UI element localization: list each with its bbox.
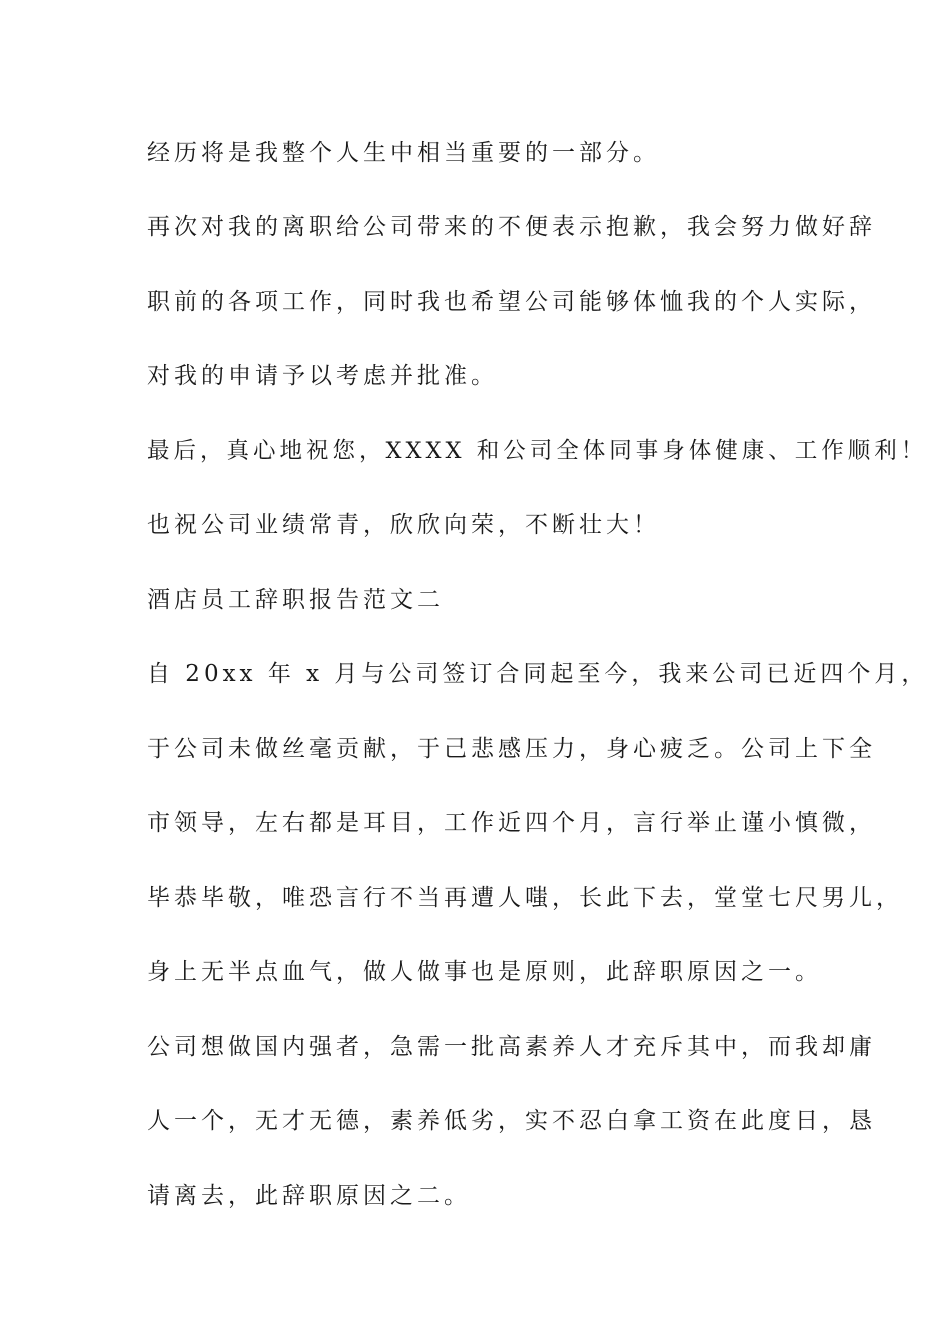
paragraph-line: 请离去，此辞职原因之二。	[147, 1183, 471, 1209]
paragraph-line: 毕恭毕敬，唯恐言行不当再遭人嗤，长此下去，堂堂七尺男儿，	[147, 885, 903, 911]
paragraph-line: 对我的申请予以考虑并批准。	[147, 363, 498, 389]
paragraph-line: 最后，真心地祝您，XXXX 和公司全体同事身体健康、工作顺利！	[147, 438, 928, 464]
paragraph-line: 也祝公司业绩常青，欣欣向荣，不断壮大！	[147, 512, 660, 538]
paragraph-line: 公司想做国内强者，急需一批高素养人才充斥其中，而我却庸	[147, 1034, 876, 1060]
paragraph-line: 市领导，左右都是耳目，工作近四个月，言行举止谨小慎微，	[147, 810, 876, 836]
paragraph-line: 职前的各项工作，同时我也希望公司能够体恤我的个人实际，	[147, 289, 876, 315]
paragraph-line: 身上无半点血气，做人做事也是原则，此辞职原因之一。	[147, 959, 822, 985]
paragraph-line: 自 20xx 年 x 月与公司签订合同起至今，我来公司已近四个月，	[147, 661, 929, 687]
paragraph-line: 再次对我的离职给公司带来的不便表示抱歉，我会努力做好辞	[147, 214, 876, 240]
section-heading: 酒店员工辞职报告范文二	[147, 587, 444, 613]
paragraph-line: 于公司未做丝毫贡献，于己悲感压力，身心疲乏。公司上下全	[147, 736, 876, 762]
paragraph-line: 经历将是我整个人生中相当重要的一部分。	[147, 140, 660, 166]
paragraph-line: 人一个，无才无德，素养低劣，实不忍白拿工资在此度日，恳	[147, 1108, 876, 1134]
